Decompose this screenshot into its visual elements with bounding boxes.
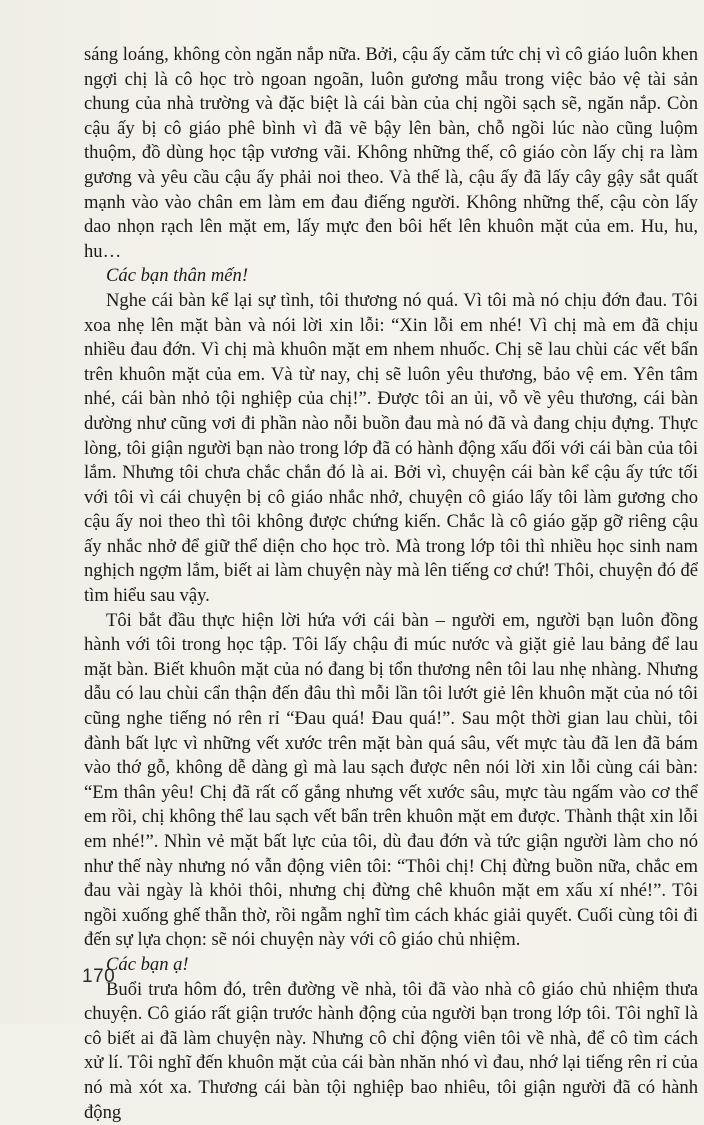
paragraph: Buổi trưa hôm đó, trên đường về nhà, tôi đã vào nhà cô giáo chủ nhiệm thưa chuyện. Cô giáo rất giận trước hành động của người bạn trong lớp tôi. Tôi nghĩ là cô biết ai đã làm chuyện này. Nhưng cô chỉ động viên tôi về nhà, để cô tìm cách xử lí. Tôi nghĩ đến khuôn mặt của cái bàn nhăn nhó vì đau, nhớ lại tiếng rên rỉ của nó mà xót xa. Thương cái bàn tội nghiệp bao nhiêu, tôi giận người đã có hành động [84, 978, 698, 1123]
paragraph-address: Các bạn thân mến! [106, 265, 249, 287]
body-text [84, 43, 698, 1125]
paragraph-address: Các bạn ạ! [106, 953, 189, 975]
page-number: 170 [82, 966, 116, 987]
paragraph: sáng loáng, không còn ngăn nắp nữa. Bởi, cậu ấy căm tức chị vì cô giáo luôn khen ngợi chị là cô học trò ngoan ngoãn, luôn gương mẫu trong việc bảo vệ tài sản chung của nhà trường và đặc biệt là cái bàn của chị ngồi sạch sẽ, ngăn nắp. Còn cậu ấy bị cô giáo phê bình vì đã vẽ bậy lên bàn, chỗ ngồi lúc nào cũng luộm thuộm, đồ dùng học tập vương vãi. Không những thế, cô giáo còn lấy chị ra làm gương và yêu cầu cậu ấy phải noi theo. Và thế là, cậu ấy đã lấy cây gậy sắt quất mạnh vào vào chân em làm em đau điếng người. Không những thế, cậu còn lấy dao nhọn rạch lên mặt em, lấy mực đen bôi hết lên khuôn mặt của em. Hu, hu, hu… [84, 44, 698, 262]
paragraph: Tôi bắt đầu thực hiện lời hứa với cái bàn – người em, người bạn luôn đồng hành với tôi trong học tập. Tôi lấy chậu đi múc nước và giặt giẻ lau bảng để lau mặt bàn. Biết khuôn mặt của nó đang bị tổn thương nên tôi lau nhẹ nhàng. Nhưng dẫu có lau chùi cẩn thận đến đâu thì mỗi lần tôi lướt giẻ lên khuôn mặt của nó tôi cũng nghe tiếng nó rên rỉ “Đau quá! Đau quá!”. Sau một thời gian lau chùi, tôi đành bất lực vì những vết xước trên mặt bàn quá sâu, vết mực tàu đã len đã bám vào thớ gỗ, không dễ dàng gì mà lau sạch được nên nói lời xin lỗi cùng cái bàn: “Em thân yêu! Chị đã rất cố gắng nhưng vết xước sâu, mực tàu ngấm vào cơ thể em rồi, chị không thể lau sạch vết bẩn trên khuôn mặt em được. Thành thật xin lỗi em nhé!”. Nhìn vẻ mặt bất lực của tôi, dù đau đớn và tức giận người làm cho nó như thế này nhưng nó vẫn động viên tôi: “Thôi chị! Chị đừng buồn nữa, chắc em đau vài ngày là khỏi thôi, nhưng chị đừng chê khuôn mặt em xấu xí nhé!”. Tôi ngồi xuống ghế thẫn thờ, rồi ngẫm nghĩ tìm cách khác giải quyết. Cuối cùng tôi đi đến sự lựa chọn: sẽ nói chuyện này với cô giáo chủ nhiệm. [84, 609, 698, 951]
paragraph: Nghe cái bàn kể lại sự tình, tôi thương nó quá. Vì tôi mà nó chịu đớn đau. Tôi xoa nhẹ lên mặt bàn và nói lời xin lỗi: “Xin lỗi em nhé! Vì chị mà em đã chịu nhiều đau đớn. Vì chị mà khuôn mặt em nhem nhuốc. Chị sẽ lau chùi các vết bẩn trên khuôn mặt của em. Và từ nay, chị sẽ luôn yêu thương, bảo vệ em. Yên tâm nhé, cái bàn nhỏ tội nghiệp của chị!”. Được tôi an ủi, vỗ về yêu thương, cái bàn dường như cũng vơi đi phần nào nỗi buồn đau mà nó đã và đang chịu đựng. Thực lòng, tôi giận người bạn nào trong lớp đã có hành động xấu đối với cái bàn của tôi lắm. Nhưng tôi chưa chắc chắn đó là ai. Bởi vì, chuyện cái bàn kể cậu ấy tức tối với tôi vì cái chuyện bị cô giáo nhắc nhở, chuyện cô giáo lấy tôi làm gương cho cậu ấy noi theo thì tôi không được chứng kiến. Chắc là cô giáo gặp gỡ riêng cậu ấy nhắc nhở để giữ thể diện cho học trò. Mà trong lớp tôi thì nhiều học sinh nam nghịch ngợm lắm, biết ai làm chuyện này mà lên tiếng cơ chứ! Thôi, chuyện đó để tìm hiểu sau vậy. [84, 289, 698, 607]
